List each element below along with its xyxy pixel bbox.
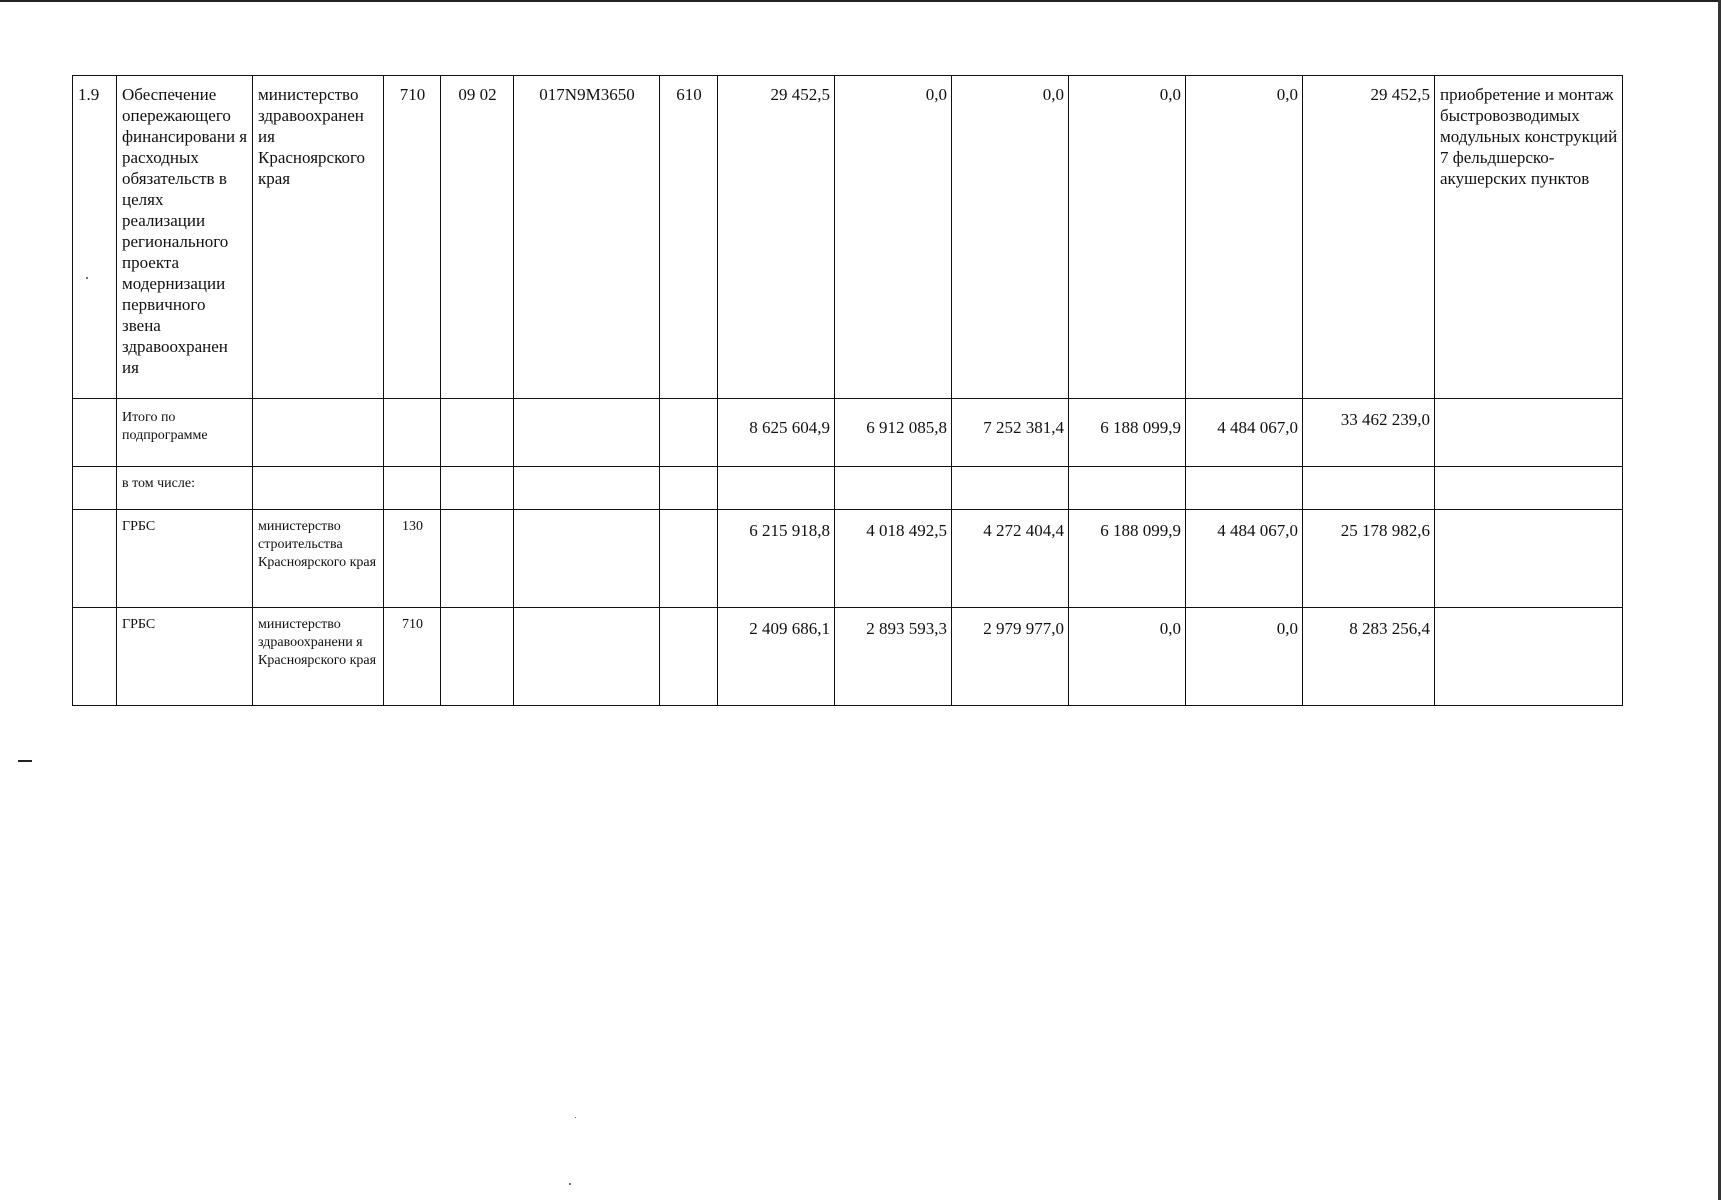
empty-cell: [441, 608, 514, 706]
empty-cell: [660, 467, 718, 510]
scan-speck: [575, 1117, 576, 1118]
empty-cell: [514, 608, 660, 706]
year-5-value: 0,0: [1186, 608, 1303, 706]
empty-cell: [514, 399, 660, 467]
total-value: 33 462 239,0: [1303, 399, 1435, 467]
table-row-1-9: [73, 76, 1623, 399]
row-number: 1.9: [73, 76, 117, 399]
budget-table: [72, 75, 1623, 706]
measure-name: Обеспечение опережающего финансировани я расходных обязательств в целях реализации регионального проекта модернизации первичного звена здравоохранен ия: [117, 76, 253, 399]
year-1-value: 8 625 604,9: [718, 399, 835, 467]
expense-type-code: 610: [660, 76, 718, 399]
empty-cell: [441, 467, 514, 510]
grbs-code: 710: [384, 608, 441, 706]
year-4-value: 0,0: [1069, 76, 1186, 399]
year-3-value: 0,0: [952, 76, 1069, 399]
year-1-value: 6 215 918,8: [718, 510, 835, 608]
year-4-value: 6 188 099,9: [1069, 510, 1186, 608]
year-5-value: 4 484 067,0: [1186, 510, 1303, 608]
empty-cell: [1435, 510, 1623, 608]
year-3-value: 4 272 404,4: [952, 510, 1069, 608]
table-row-subprogram-total: [73, 399, 1623, 467]
subprogram-total-label: Итого по подпрограмме: [117, 399, 253, 467]
grbs-label: ГРБС: [117, 510, 253, 608]
scan-edge-top: [0, 0, 1721, 2]
year-2-value: 0,0: [835, 76, 952, 399]
empty-cell: [660, 510, 718, 608]
empty-cell: [1435, 399, 1623, 467]
grbs-name: министерство здравоохранени я Красноярского края: [253, 608, 384, 706]
grbs-code: 710: [384, 76, 441, 399]
empty-cell: [1303, 467, 1435, 510]
empty-cell: [73, 510, 117, 608]
target-article-code: 017N9M3650: [514, 76, 660, 399]
empty-cell: [1435, 608, 1623, 706]
year-5-value: 4 484 067,0: [1186, 399, 1303, 467]
empty-cell: [73, 399, 117, 467]
empty-cell: [660, 608, 718, 706]
including-label: в том числе:: [117, 467, 253, 510]
empty-cell: [1186, 467, 1303, 510]
year-2-value: 4 018 492,5: [835, 510, 952, 608]
total-value: 8 283 256,4: [1303, 608, 1435, 706]
empty-cell: [384, 467, 441, 510]
table-row-including: [73, 467, 1623, 510]
empty-cell: [1435, 467, 1623, 510]
empty-cell: [660, 399, 718, 467]
empty-cell: [73, 467, 117, 510]
empty-cell: [73, 608, 117, 706]
empty-cell: [441, 510, 514, 608]
empty-cell: [1069, 467, 1186, 510]
table-row-grbs-construction: [73, 510, 1623, 608]
grbs-name: министерство здравоохранен ия Красноярского края: [253, 76, 384, 399]
year-4-value: 6 188 099,9: [1069, 399, 1186, 467]
year-3-value: 2 979 977,0: [952, 608, 1069, 706]
margin-dash-mark: [18, 760, 32, 762]
empty-cell: [514, 510, 660, 608]
year-2-value: 6 912 085,8: [835, 399, 952, 467]
grbs-name: министерство строительства Красноярского края: [253, 510, 384, 608]
empty-cell: [952, 467, 1069, 510]
year-1-value: 2 409 686,1: [718, 608, 835, 706]
year-4-value: 0,0: [1069, 608, 1186, 706]
empty-cell: [718, 467, 835, 510]
grbs-code: 130: [384, 510, 441, 608]
table-row-grbs-health: [73, 608, 1623, 706]
empty-cell: [835, 467, 952, 510]
expected-result: приобретение и монтаж быстровозводимых модульных конструкций 7 фельдшерско-акушерских пунктов: [1435, 76, 1623, 399]
section-code: 09 02: [441, 76, 514, 399]
total-value: 29 452,5: [1303, 76, 1435, 399]
year-5-value: 0,0: [1186, 76, 1303, 399]
year-3-value: 7 252 381,4: [952, 399, 1069, 467]
year-2-value: 2 893 593,3: [835, 608, 952, 706]
empty-cell: [253, 467, 384, 510]
empty-cell: [441, 399, 514, 467]
empty-cell: [253, 399, 384, 467]
year-1-value: 29 452,5: [718, 76, 835, 399]
empty-cell: [514, 467, 660, 510]
grbs-label: ГРБС: [117, 608, 253, 706]
total-value: 25 178 982,6: [1303, 510, 1435, 608]
empty-cell: [384, 399, 441, 467]
scan-speck: [569, 1183, 571, 1185]
